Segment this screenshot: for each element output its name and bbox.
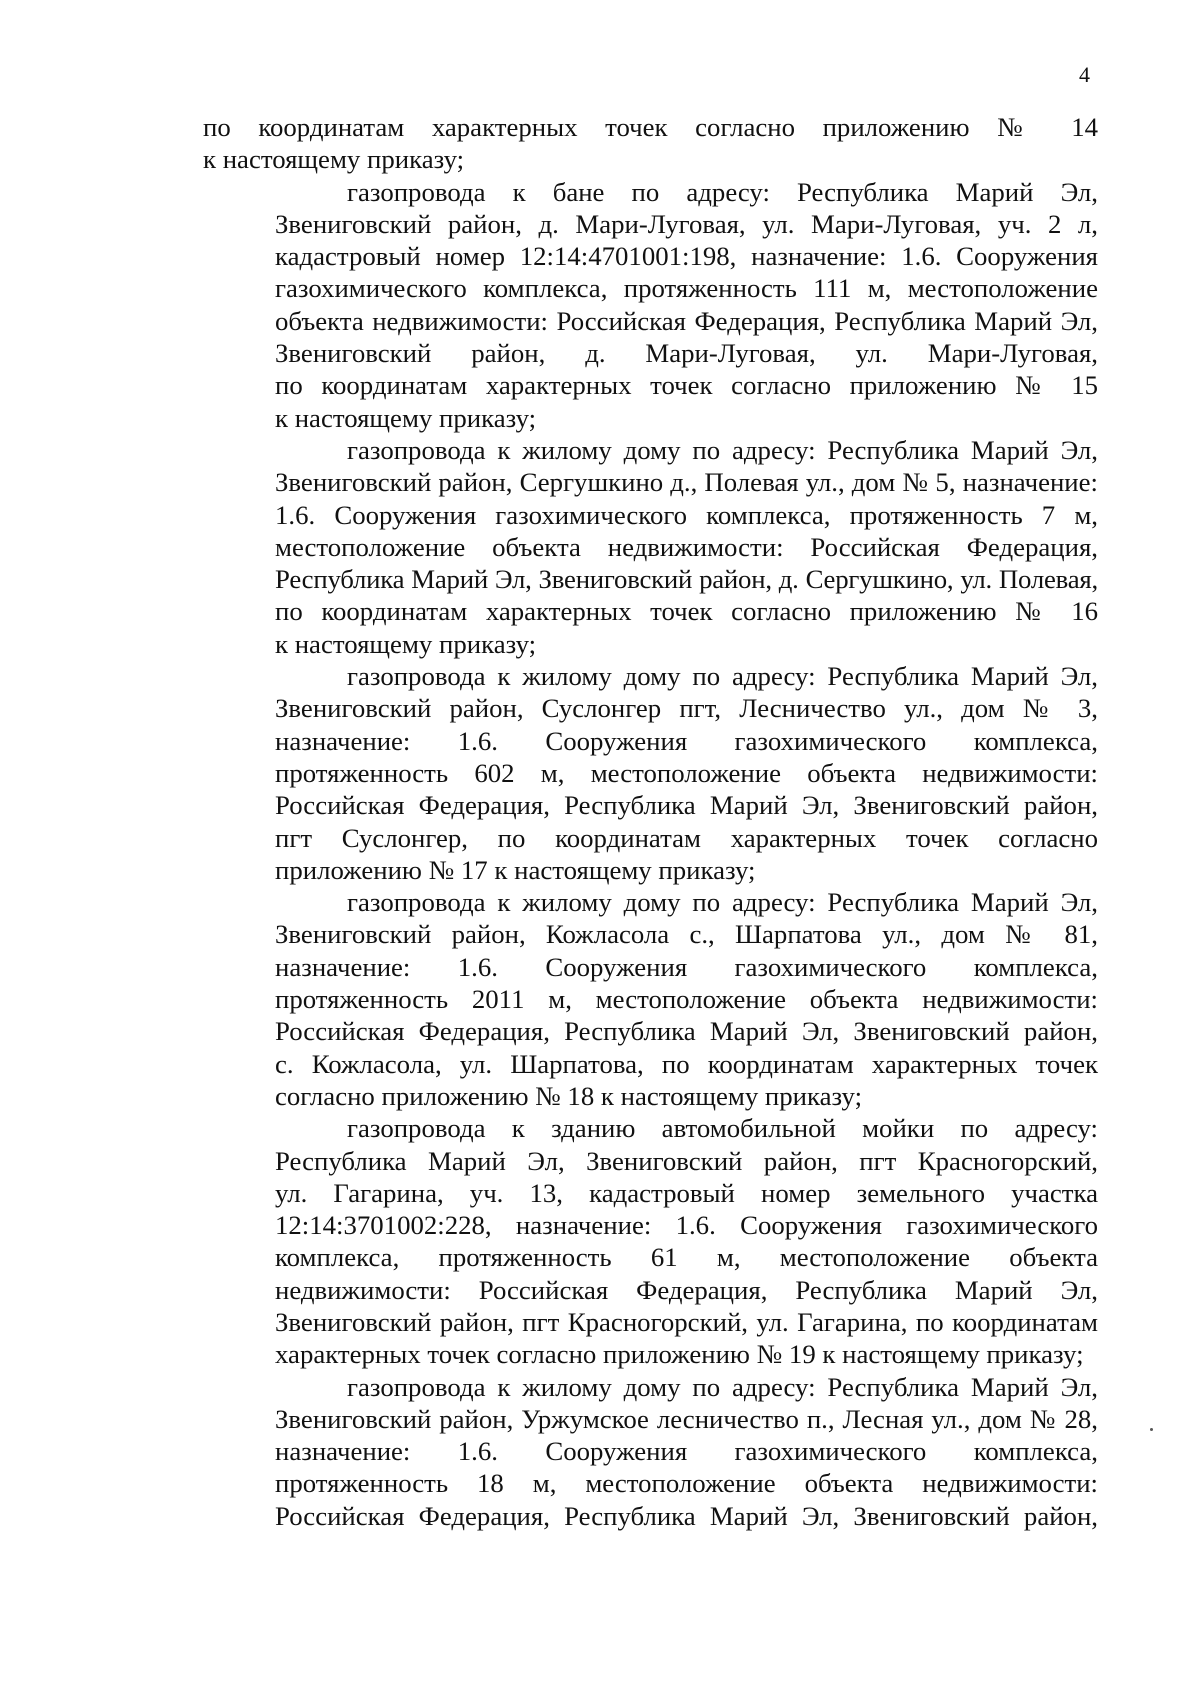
text-line: газопровода к жилому дому по адресу: Республика Марий Эл, bbox=[347, 661, 1098, 692]
text-line: характерных точек согласно приложению № 19 к настоящему приказу; bbox=[275, 1339, 1084, 1370]
text-line: по координатам характерных точек согласно приложению № 15 bbox=[275, 370, 1098, 401]
text-line: Звениговский район, Суслонгер пгт, Лесничество ул., дом № 3, bbox=[275, 693, 1098, 724]
text-line: протяженность 2011 м, местоположение объекта недвижимости: bbox=[275, 984, 1098, 1015]
text-line: кадастровый номер 12:14:4701001:198, назначение: 1.6. Сооружения bbox=[275, 241, 1098, 272]
text-line: по координатам характерных точек согласно приложению № 16 bbox=[275, 596, 1098, 627]
text-line: объекта недвижимости: Российская Федерация, Республика Марий Эл, bbox=[275, 305, 1098, 336]
text-line: по координатам характерных точек согласно приложению № 14 bbox=[203, 112, 1098, 142]
text-line: с. Кожласола, ул. Шарпатова, по координатам характерных точек bbox=[275, 1048, 1098, 1079]
document-body bbox=[203, 111, 1098, 1532]
text-line: Республика Марий Эл, Звениговский район, д. Сергушкино, ул. Полевая, bbox=[275, 564, 1098, 595]
text-line: протяженность 602 м, местоположение объекта недвижимости: bbox=[275, 757, 1098, 788]
text-line: недвижимости: Российская Федерация, Республика Марий Эл, bbox=[275, 1274, 1098, 1305]
paragraph bbox=[203, 886, 1098, 1112]
text-line: Звениговский район, д. Мари-Луговая, ул. Мари-Луговая, bbox=[275, 338, 1098, 369]
text-line: местоположение объекта недвижимости: Российская Федерация, bbox=[275, 531, 1098, 562]
text-line: газопровода к жилому дому по адресу: Республика Марий Эл, bbox=[347, 887, 1098, 918]
text-line: Звениговский район, Сергушкино д., Полевая ул., дом № 5, назначение: bbox=[275, 467, 1098, 498]
text-line: ул. Гагарина, уч. 13, кадастровый номер земельного участка bbox=[275, 1177, 1098, 1208]
text-line: назначение: 1.6. Сооружения газохимического комплекса, bbox=[275, 1436, 1098, 1467]
text-line: Звениговский район, д. Мари-Луговая, ул. Мари-Луговая, уч. 2 л, bbox=[275, 208, 1098, 239]
text-line: назначение: 1.6. Сооружения газохимического комплекса, bbox=[275, 725, 1098, 756]
paragraph bbox=[203, 1112, 1098, 1370]
text-line: Республика Марий Эл, Звениговский район, пгт Красногорский, bbox=[275, 1145, 1098, 1176]
text-line: к настоящему приказу; bbox=[275, 628, 537, 659]
paragraph bbox=[203, 660, 1098, 886]
paragraph bbox=[203, 434, 1098, 660]
text-line: к настоящему приказу; bbox=[203, 144, 465, 175]
text-line: Звениговский район, Уржумское лесничество п., Лесная ул., дом № 28, bbox=[275, 1403, 1098, 1434]
text-line: Звениговский район, пгт Красногорский, ул. Гагарина, по координатам bbox=[275, 1306, 1098, 1337]
text-line: назначение: 1.6. Сооружения газохимического комплекса, bbox=[275, 951, 1098, 982]
text-line: газопровода к бане по адресу: Республика Марий Эл, bbox=[347, 176, 1098, 207]
text-line: приложению № 17 к настоящему приказу; bbox=[275, 854, 756, 885]
page-number: 4 bbox=[1079, 62, 1090, 87]
text-line: Российская Федерация, Республика Марий Эл, Звениговский район, bbox=[275, 1500, 1098, 1531]
text-line: газопровода к жилому дому по адресу: Республика Марий Эл, bbox=[347, 1371, 1098, 1402]
text-line: к настоящему приказу; bbox=[275, 402, 537, 433]
text-line: газохимического комплекса, протяженность 111 м, местоположение bbox=[275, 273, 1098, 304]
scan-speck bbox=[1150, 1428, 1153, 1431]
text-line: Российская Федерация, Республика Марий Эл, Звениговский район, bbox=[275, 790, 1098, 821]
text-line: газопровода к жилому дому по адресу: Республика Марий Эл, bbox=[347, 434, 1098, 465]
paragraph bbox=[203, 111, 1098, 176]
paragraph bbox=[203, 1371, 1098, 1532]
text-line: Российская Федерация, Республика Марий Эл, Звениговский район, bbox=[275, 1016, 1098, 1047]
text-line: протяженность 18 м, местоположение объекта недвижимости: bbox=[275, 1468, 1098, 1499]
text-line: согласно приложению № 18 к настоящему приказу; bbox=[275, 1080, 863, 1111]
text-line: комплекса, протяженность 61 м, местоположение объекта bbox=[275, 1242, 1098, 1273]
text-line: 1.6. Сооружения газохимического комплекса, протяженность 7 м, bbox=[275, 499, 1098, 530]
text-line: газопровода к зданию автомобильной мойки по адресу: bbox=[347, 1113, 1098, 1144]
paragraph bbox=[203, 176, 1098, 434]
text-line: пгт Суслонгер, по координатам характерных точек согласно bbox=[275, 822, 1098, 853]
text-line: Звениговский район, Кожласола с., Шарпатова ул., дом № 81, bbox=[275, 919, 1098, 950]
text-line: 12:14:3701002:228, назначение: 1.6. Сооружения газохимического bbox=[275, 1210, 1098, 1241]
